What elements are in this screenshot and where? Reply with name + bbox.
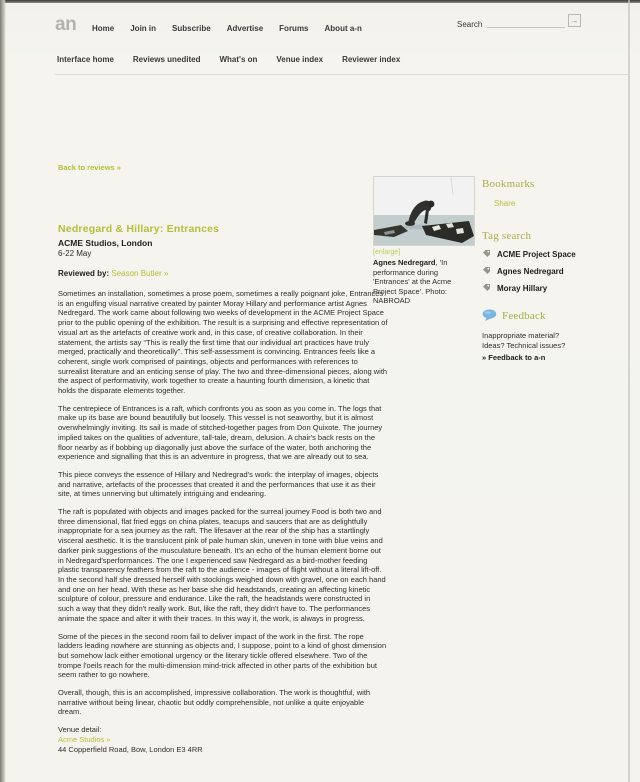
image-column [373, 176, 475, 306]
tag-link[interactable] [482, 284, 632, 293]
feedback-line-2: Ideas? Technical issues? [482, 340, 566, 350]
primary-nav-item[interactable]: Join in [130, 24, 157, 33]
secondary-nav-item[interactable]: What's on [219, 55, 258, 64]
venue-address: 44 Copperfield Road, Bow, London E3 4RR [58, 745, 203, 755]
speech-bubble-icon [482, 309, 497, 322]
performance-photo-illustration [374, 177, 474, 245]
secondary-nav-item[interactable]: Interface home [57, 55, 114, 64]
arrow-right-icon: → [570, 16, 579, 25]
feedback-text [482, 331, 632, 351]
image-caption [373, 258, 475, 306]
feedback-heading: Feedback [502, 309, 546, 322]
primary-nav-item[interactable]: Advertise [226, 24, 264, 33]
venue-link[interactable]: Acme Studios » [58, 735, 111, 745]
secondary-nav-item[interactable]: Reviews unedited [132, 55, 201, 64]
feedback-link[interactable]: » Feedback to a-n [482, 352, 546, 362]
tag-label: Moray Hillary [497, 284, 548, 293]
scan-edge-top [0, 0, 640, 3]
search-input[interactable] [487, 13, 565, 28]
scan-edge-right [628, 0, 630, 782]
primary-nav [92, 24, 362, 33]
article-dates: 6-22 May [58, 249, 92, 258]
caption-artist-name: Agnes Nedregard [373, 258, 436, 267]
article-paragraph: The raft is populated with objects and images packed for the surreal journey Food is both two and three dimensional, flat fried eggs on china plates, teacups and saucers that are as delightfully inappropriate for a sea journey as the raft. The lifesaver at the rear of the ship has a startlingly visceral aesthetic. It is the translucent pink of pale human skin, uneven in tone with blue veins and darker pink suggestions of the musculature beneath. It's an echo of the human element borne out in Nedregard'sperformances. The one I experienced saw Nedregard as a bird-mother feeding plastic transparency feathers from the raft to the audience - images of flight without a literal lift-off. In the second half she dressed herself with stockings weighed down with gravel, one on each hand and one on her head. With these as her base she did headstands, creating an affecting kinetic sculpture of colour, pressure and endurance. Like the raft, the headstands were constructed in such a way that they didn't really work. But, like the raft, they didn't have to. The performances animate the space and alter it with their traces. In this way it, the work, is always in progress. [58, 507, 386, 623]
back-to-reviews-link[interactable]: Back to reviews » [58, 163, 121, 172]
tag-label: ACME Project Space [497, 250, 576, 259]
primary-nav-item[interactable]: About a-n [324, 24, 362, 33]
tag-search-heading: Tag search [482, 230, 532, 242]
venue-detail-block [58, 725, 388, 755]
primary-nav-item[interactable]: Forums [279, 24, 309, 33]
scan-edge-left [0, 0, 6, 782]
tag-icon [482, 266, 491, 275]
article-venue: ACME Studios, London [58, 238, 153, 248]
secondary-nav [57, 55, 400, 64]
an-logo[interactable]: an [55, 14, 77, 35]
tag-icon [482, 283, 491, 292]
article-body [58, 289, 388, 717]
caption-text: , 'In performance during 'Entrances' at the Acme Project Space'. Photo: NABROAD [373, 258, 452, 305]
search-submit-button[interactable] [568, 14, 581, 27]
primary-nav-item[interactable]: Home [92, 24, 115, 33]
tag-label: Agnes Nedregard [497, 267, 564, 276]
tag-icon [482, 249, 491, 258]
article-paragraph: The centrepiece of Entrances is a raft, which confronts you as soon as you come in. The logs that make up its base are bound beautifully but loosely. This vessel is not seaworthy, but it is almost overwhelmingly inviting. Its sail is made of stitched-together pages from Don Quixote. The journey implied takes on the qualities of adventure, tall-tale, dream, delusion. A chair's back rests on the floor nearby as if bobbing up diagonally just above the surface of the water, both anchoring the experience and signalling that this is an adventure in progress, that we are already out to sea. [58, 403, 383, 462]
article-paragraph: Some of the pieces in the second room fail to deliver impact of the work in the first. The rope ladders leading nowhere are stunning as objects and, I suppose, point to a kind of ghost dimension but somehow lack either emotional urgency or the literary tickle offered elsewhere. Two of the trompe l'oeils reach for the multi-dimension mind-trick affected in other parts of the exhibition but seem rather to go nowhere. [58, 631, 387, 680]
secondary-nav-item[interactable]: Reviewer index [342, 55, 401, 64]
share-link[interactable]: Share [494, 199, 516, 208]
feedback-line-1: Inappropriate material? [482, 331, 560, 340]
article-image[interactable] [373, 176, 475, 246]
sidebar [482, 178, 632, 362]
tag-link[interactable] [482, 250, 632, 259]
article-title: Nedregard & Hillary: Entrances [58, 223, 220, 235]
reviewer-link[interactable]: Season Butler » [111, 269, 169, 278]
article-column [58, 163, 388, 755]
article-paragraph: This piece conveys the essence of Hillary and Nedregrad's work: the interplay of images, objects and narrative, artefacts of the processes that created it and the performances that use it as their site, at times unnerving but ultimately intriguing and endearing. [58, 469, 379, 499]
primary-nav-item[interactable]: Subscribe [172, 24, 211, 33]
header-divider [55, 74, 628, 75]
enlarge-link[interactable]: [enlarge] [373, 249, 401, 256]
secondary-nav-item[interactable]: Venue index [276, 55, 324, 64]
search-label: Search [457, 20, 483, 29]
reviewed-by-line [58, 269, 388, 278]
tag-list [482, 250, 632, 293]
bookmarks-heading: Bookmarks [482, 178, 535, 190]
venue-detail-label: Venue detail: [58, 725, 102, 735]
tag-link[interactable] [482, 267, 632, 276]
article-paragraph: Sometimes an installation, sometimes a prose poem, sometimes a really poignant joke, Entrances is an engulfing visual narrative created by painter Moray Hillary and performance artist Agnes Nedregard. The work came about following two weeks of development in the ACME Project Space prior to the public opening of the exhibition. The result is a surprising and effective representation of visual art as the artefacts of creative work and, in this case, of creative collaboration. In their statement, the artists say “This is really the first time that our individual art practices have truly merged, practically and theoretically”. This self-assessment is convincing. Entrances feels like a coherent, single work comprised of paintings, objects and performances with references to surrealist literature and an enticing sense of play. The two and three-dimensional pieces, along with the aspect of performativity, work together to create a haunting fourth dimension, a kinetic that holds the disparate elements together. [58, 289, 388, 396]
feedback-heading-row [482, 309, 632, 322]
article-paragraph: Overall, though, this is an accomplished, impressive collaboration. The work is thoughtful, with narrative without being linear, chaotic but oddly comprehensible, not unlike a quite enjoyable dream. [58, 688, 371, 717]
reviewed-by-label: Reviewed by: [58, 269, 110, 278]
